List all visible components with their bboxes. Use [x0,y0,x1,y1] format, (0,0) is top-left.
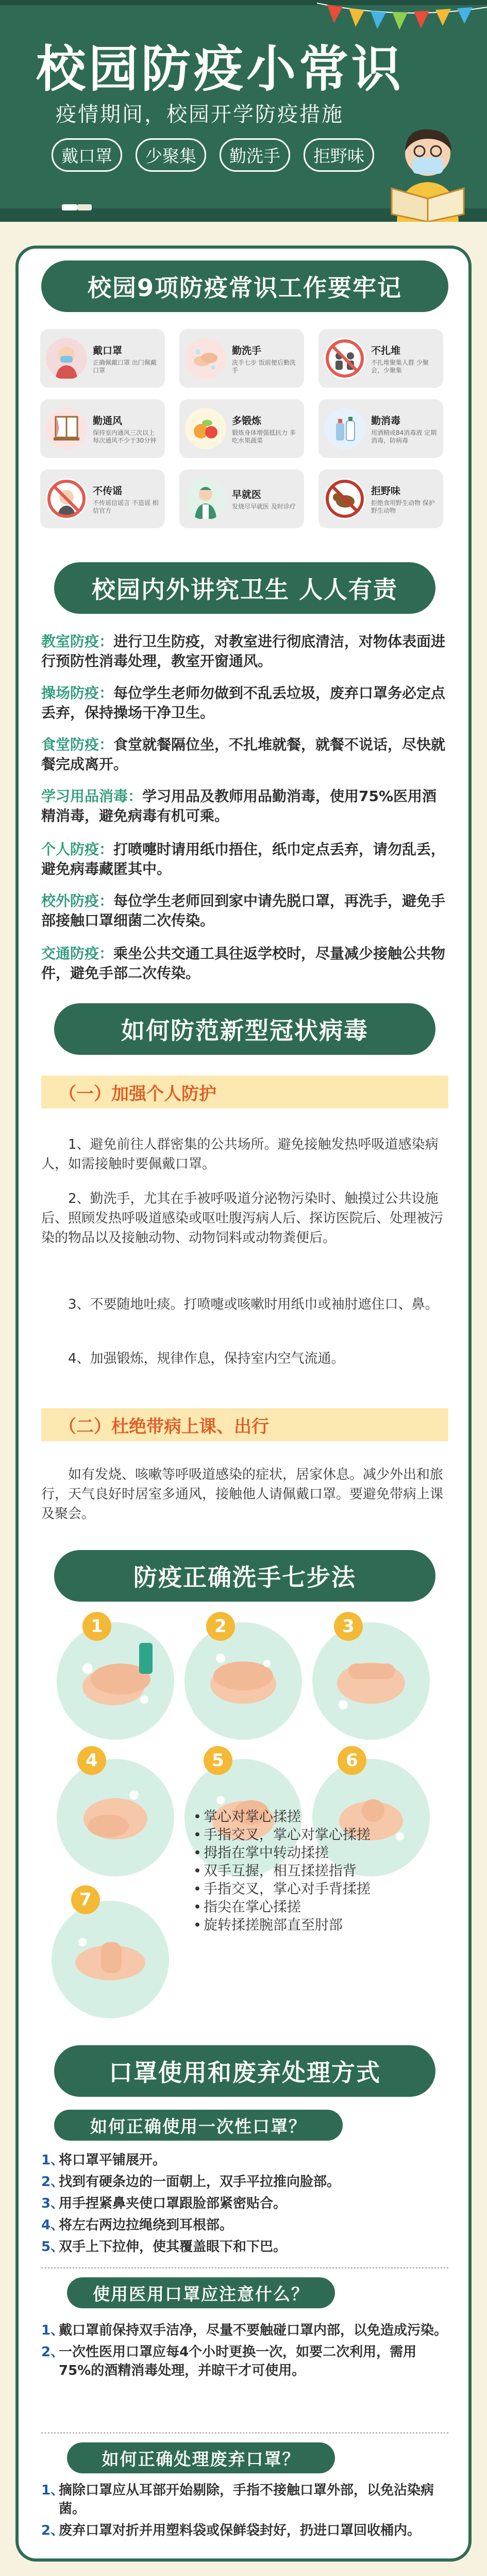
tip-title: 勤消毒 [371,415,401,427]
handwash-step-7-icon [52,1901,169,2018]
tag-no-wildlife: 拒野味 [304,138,374,172]
dotted-divider [41,2267,448,2269]
chalk-piece [77,204,92,210]
reading-boy-illustration [376,121,479,222]
tip-title: 不扎堆 [371,345,401,356]
handwash-step-image [57,1622,174,1740]
handwash-step-text: • 拇指在掌中转动揉搓 [193,1844,371,1862]
handwash-step-image [57,1759,174,1877]
tip-title: 不传谣 [93,485,123,497]
tip-desc: 拒绝食用野生动物 保护野生动物 [371,499,435,514]
tip-title: 勤洗手 [232,345,262,356]
tip-desc: 不传谣信谣言 不造谣 相信官方 [93,499,159,514]
tip-card [179,399,304,458]
hygiene-text: 乘坐公共交通工具往返学校时，尽量减少接触公共物件，避免手部二次传染。 [41,945,446,982]
list-number: 3、 [41,2196,64,2211]
prevention-paragraph: 4、加强锻炼，规律作息，保持室内空气流通。 [68,1351,345,1366]
hygiene-text: 进行卫生防疫，对教室进行彻底清洁，对物体表面进行预防性消毒处理，教室开窗通风。 [41,633,446,670]
handwash-step-text: • 掌心对掌心揉搓 [193,1808,371,1826]
handwash-icon [184,337,227,380]
list-item: 将左右两边拉绳绕到耳根部。 [59,2218,233,2233]
prevention-paragraph: 如有发烧、咳嗽等呼吸道感染的症状，居家休息。减少外出和旅行，天气良好时居室多通风，接触他人请佩戴口罩。要避免带病上课及聚会。 [41,1467,444,1522]
fruit-icon [184,407,227,450]
handwash-step-image [312,1622,430,1740]
header-banner [0,0,487,222]
dotted-divider [41,2432,448,2434]
hygiene-key: 交通防疫： [41,945,114,962]
prevention-paragraph: 2、勤洗手，尤其在手被呼吸道分泌物污染时、触摸过公共设施后、照顾发热呼吸道感染或呕吐腹泻病人后、探访医院后、处理被污染的物品以及接触动物、动物饲料或动物粪便后。 [41,1191,444,1246]
handwash-step-text: • 旋转揉搓腕部直至肘部 [193,1916,371,1934]
tip-card [40,329,165,388]
step-number: 3 [334,1612,363,1641]
hygiene-text: 每位学生老师回到家中请先脱口罩，再洗手，避免手部接触口罩细菌二次传染。 [41,892,446,929]
question-mask-disposal: 如何正确处理废弃口罩？ [67,2442,335,2473]
hygiene-item-canteen [41,735,448,774]
step-number: 6 [338,1746,366,1775]
tips-grid [40,329,447,528]
hygiene-key: 食堂防疫： [41,736,114,753]
tip-desc: 正确佩戴口罩 出门佩戴口罩 [93,358,157,374]
tip-desc: 保持室内通风三次以上 每次通风不少于30分钟 [93,429,157,444]
list-item: 双手上下拉伸，使其覆盖眼下和下巴。 [59,2239,287,2255]
tag-wash-hands: 勤洗手 [220,138,290,172]
handwash-step-text: • 双手互握，相互揉搓指背 [193,1862,371,1880]
tip-title: 勤通风 [93,415,123,427]
list-number: 1、 [41,2153,64,2168]
hygiene-key: 学习用品消毒： [41,788,143,805]
subsection-personal-protection: （一）加强个人防护 [41,1075,448,1108]
tip-card [40,399,165,458]
tag-avoid-gathering: 少聚集 [136,138,206,172]
hygiene-key: 校外防疫： [41,892,114,909]
handwash-step-image [52,1901,169,2018]
list-number: 1、 [41,2483,64,2498]
tag-wear-mask: 戴口罩 [52,138,122,172]
tip-card [318,329,443,388]
list-number: 2、 [41,2344,64,2360]
handwash-step-image [184,1622,302,1740]
hygiene-text: 每位学生老师勿做到不乱丢垃圾，废弃口罩务必定点丢弃，保持操场干净卫生。 [41,684,446,721]
hygiene-key: 操场防疫： [41,684,114,702]
no-crowd-icon [324,337,366,380]
section-title-prevention: 如何防范新型冠状病毒 [54,1003,435,1055]
tip-card [318,469,443,528]
tip-card [179,329,304,388]
list-number: 2、 [41,2174,64,2190]
hygiene-key: 个人防疫： [41,841,114,858]
prevention-paragraph: 3、不要随地吐痰。打喷嚏或咳嗽时用纸巾或袖肘遮住口、鼻。 [68,1297,439,1312]
hygiene-text: 学习用品及教师用品勤消毒，使用75%医用酒精消毒，避免病毒有机可乘。 [41,788,437,824]
section-title-handwashing: 防疫正确洗手七步法 [54,1550,435,1602]
handwash-step-text: • 手指交叉，掌心对掌心揉搓 [193,1826,371,1844]
step-number: 4 [77,1746,106,1775]
question-disposable-mask: 如何正确使用一次性口罩？ [54,2110,343,2141]
tip-title: 戴口罩 [93,345,123,356]
tip-card [179,469,304,528]
list-number: 4、 [41,2218,64,2233]
list-number: 5、 [41,2239,64,2255]
chalk-piece [62,204,77,210]
section-title-nine-tips: 校园9项防疫常识工作要牢记 [41,260,448,312]
disinfect-icon [324,407,366,450]
tip-card [318,399,443,458]
tip-desc: 锻炼身体增强抵抗力 多吃水果蔬菜 [232,429,296,444]
hygiene-text: 食堂就餐隔位坐，不扎堆就餐，就餐不说话，尽快就餐完成离开。 [41,736,446,773]
answer-medical-mask [41,2321,448,2383]
tip-desc: 洗手七步 饭前便后勤洗手 [232,358,296,374]
step-number: 5 [204,1746,232,1775]
list-number: 1、 [41,2323,64,2338]
handwash-step-3-icon [312,1622,430,1740]
subsection-no-sick-travel: （二）杜绝带病上课、出行 [41,1408,448,1441]
mask-icon [45,337,88,380]
tip-title: 早就医 [232,489,262,500]
section-title-hygiene: 校园内外讲究卫生 人人有责 [54,562,435,614]
handwash-steps-list [193,1808,371,1934]
handwash-step-1-icon [57,1622,174,1740]
window-icon [45,407,88,450]
hygiene-item-classroom [41,632,448,671]
question-medical-mask: 使用医用口罩应注意什么？ [67,2277,335,2308]
tip-title: 多锻炼 [232,415,262,427]
answer-mask-disposal [41,2481,448,2543]
list-number: 2、 [41,2523,64,2538]
no-wildlife-icon [324,478,366,520]
page-title: 校园防疫小常识 [36,40,404,98]
list-item: 摘除口罩应从耳部开始剔除，手指不接触口罩外部，以免沾染病菌。 [59,2483,434,2517]
handwash-step-text: • 指尖在掌心揉搓 [193,1898,371,1916]
hygiene-item-supplies [41,787,448,826]
hygiene-text: 打喷嚏时请用纸巾捂住，纸巾定点丢弃，请勿乱丢，避免病毒藏匿其中。 [41,841,446,877]
tag-row [52,138,374,172]
list-item: 废弃口罩对折并用塑料袋或保鲜袋封好，扔进口罩回收桶内。 [59,2523,421,2538]
step-number: 7 [71,1885,100,1914]
hygiene-item-personal [41,840,448,879]
step-number: 1 [82,1612,111,1641]
list-item: 戴口罩前保持双手洁净，尽量不要触碰口罩内部，以免造成污染。 [59,2323,448,2338]
tip-desc: 发烧尽早就医 及时诊疗 [232,503,296,510]
step-number: 2 [206,1612,235,1641]
doctor-icon [184,478,227,520]
answer-disposable-mask [41,2151,448,2259]
section-title-masks: 口罩使用和废弃处理方式 [54,2045,435,2097]
list-item: 找到有硬条边的一面朝上，双手平拉推向脸部。 [59,2174,341,2190]
tip-desc: 不扎堆聚集人群 少聚会，少聚集 [371,358,429,374]
hygiene-item-playground [41,683,448,723]
list-item: 用手捏紧鼻夹使口罩跟脸部紧密贴合。 [59,2196,287,2211]
tip-title: 拒野味 [371,485,401,497]
hygiene-key: 教室防疫： [41,633,114,650]
prevention-paragraph: 1、避免前往人群密集的公共场所。避免接触发热呼吸道感染病人，如需接触时要佩戴口罩。 [41,1137,439,1172]
list-item: 将口罩平铺展开。 [59,2153,166,2168]
page-subtitle: 疫情期间，校园开学防疫措施 [56,103,344,126]
tip-desc: 用酒精或84消毒液 定期消毒，防病毒 [371,429,437,444]
list-item: 一次性医用口罩应每4个小时更换一次，如要二次利用，需用75%的酒精消毒处理，并晾干才可使用。 [59,2344,417,2378]
hygiene-item-outside [41,891,448,931]
hygiene-item-transport [41,944,448,983]
handwash-step-text: • 手指交叉，掌心对手背揉搓 [193,1880,371,1898]
no-rumor-icon [45,478,88,520]
tip-card [40,469,165,528]
handwash-step-2-icon [184,1622,302,1740]
handwash-step-4-icon [57,1759,174,1877]
